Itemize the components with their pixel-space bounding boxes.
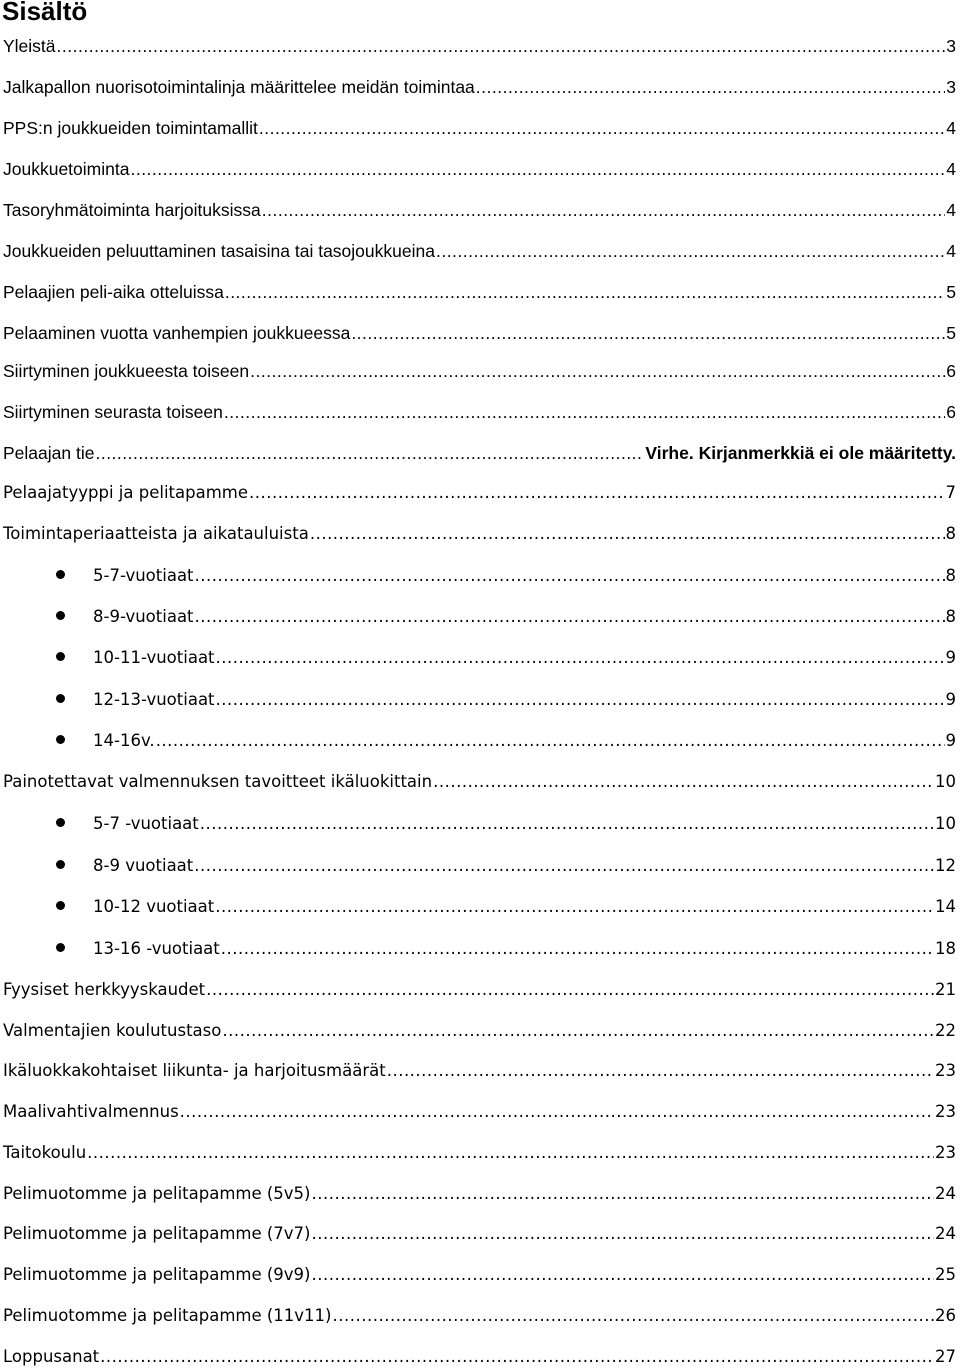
bullet-icon — [56, 694, 65, 703]
dot-leader — [476, 72, 945, 102]
dot-leader — [195, 561, 945, 591]
dot-leader — [351, 318, 945, 348]
toc-entry-title: 5-7-vuotiaat — [93, 566, 194, 585]
toc-entry[interactable] — [56, 561, 956, 591]
toc-entry[interactable] — [3, 519, 956, 549]
dot-leader — [262, 195, 946, 225]
dot-leader — [225, 277, 945, 307]
toc-entry-title: Siirtyminen seurasta toiseen — [3, 402, 223, 422]
bullet-icon — [56, 735, 65, 744]
bullet-icon — [56, 943, 65, 952]
toc-entry-page: 10 — [935, 772, 956, 791]
toc-entry-page: 4 — [946, 241, 956, 261]
toc-entry-title: Pelimuotomme ja pelitapamme (5v5) — [3, 1184, 311, 1203]
toc-entry-title: Painotettavat valmennuksen tavoitteet ikäluokittain — [3, 772, 433, 791]
toc-entry-page: 21 — [935, 980, 956, 999]
toc-entry-title: Taitokoulu — [3, 1143, 87, 1162]
toc-entry[interactable] — [3, 318, 956, 348]
toc-entry-title: Pelaajan tie — [3, 443, 95, 463]
toc-entry-title: Pelimuotomme ja pelitapamme (9v9) — [3, 1265, 311, 1284]
dot-leader — [180, 1097, 934, 1127]
toc-entry-page: 9 — [945, 690, 956, 709]
toc-entry-page: 5 — [946, 282, 956, 302]
dot-leader — [312, 1260, 935, 1290]
toc-entry[interactable] — [56, 726, 956, 756]
toc-entry[interactable] — [3, 1016, 956, 1046]
toc-entry-page: 3 — [946, 77, 956, 97]
dot-leader — [130, 154, 945, 184]
toc-entry-page: 5 — [946, 323, 956, 343]
toc-entry-title: Pelaajien peli-aika otteluissa — [3, 282, 224, 302]
dot-leader — [87, 1138, 934, 1168]
dot-leader — [312, 1179, 935, 1209]
dot-leader — [310, 519, 945, 549]
dot-leader — [206, 975, 934, 1005]
dot-leader — [436, 236, 945, 266]
toc-entry-title: Toimintaperiaatteista ja aikatauluista — [3, 524, 309, 543]
dot-leader — [222, 1016, 934, 1046]
toc-entry-page: 26 — [935, 1306, 956, 1325]
toc-entry-title: 10-11-vuotiaat — [93, 648, 215, 667]
toc-entry-page: 4 — [946, 159, 956, 179]
toc-entry-page: 3 — [946, 36, 956, 56]
bullet-icon — [56, 652, 65, 661]
dot-leader — [224, 397, 945, 427]
toc-entry-title: 12-13-vuotiaat — [93, 690, 215, 709]
toc-entry-title: Fyysiset herkkyyskaudet — [3, 980, 206, 999]
bullet-icon — [56, 611, 65, 620]
toc-entry-page: 23 — [935, 1061, 956, 1080]
toc-entry[interactable] — [3, 154, 956, 184]
toc-entry-page: 23 — [935, 1102, 956, 1121]
toc-entry[interactable] — [56, 851, 956, 881]
dot-leader — [216, 685, 945, 715]
toc-entry-page: 4 — [946, 200, 956, 220]
toc-entry[interactable] — [3, 113, 956, 143]
toc-entry-title: 8-9-vuotiaat — [93, 607, 194, 626]
toc-entry-title: Joukkuetoiminta — [3, 159, 130, 179]
dot-leader — [215, 892, 934, 922]
toc-entry-title: Tasoryhmätoiminta harjoituksissa — [3, 200, 261, 220]
toc-entry-page: 22 — [935, 1021, 956, 1040]
toc-entry[interactable] — [3, 975, 956, 1005]
toc-entry[interactable] — [56, 685, 956, 715]
toc-entry[interactable] — [3, 767, 956, 797]
toc-entry[interactable] — [3, 438, 956, 468]
toc-entry-title: Jalkapallon nuorisotoimintalinja määrittelee meidän toimintaa — [3, 77, 475, 97]
dot-leader — [387, 1056, 934, 1086]
toc-entry[interactable] — [56, 934, 956, 964]
toc-entry-title: 14-16v. — [93, 731, 155, 750]
toc-entry-page: 9 — [945, 648, 956, 667]
dot-leader — [216, 643, 945, 673]
dot-leader — [95, 438, 644, 468]
toc-entry-title: Pelaaminen vuotta vanhempien joukkueessa — [3, 323, 351, 343]
toc-entry-page: 18 — [935, 939, 956, 958]
dot-leader — [312, 1219, 935, 1249]
toc-entry-page: Virhe. Kirjanmerkkiä ei ole määritetty. — [645, 443, 956, 463]
toc-entry-page: 8 — [945, 607, 956, 626]
toc-entry-title: Pelimuotomme ja pelitapamme (11v11) — [3, 1306, 332, 1325]
dot-leader — [249, 478, 945, 508]
toc-entry-title: Joukkueiden peluuttaminen tasaisina tai tasojoukkueina — [3, 241, 435, 261]
toc-entry[interactable] — [3, 1260, 956, 1290]
toc-entry-page: 9 — [945, 731, 956, 750]
toc-entry[interactable] — [56, 643, 956, 673]
toc-entry-page: 27 — [935, 1347, 956, 1366]
dot-leader — [195, 602, 945, 632]
toc-entry-page: 4 — [946, 118, 956, 138]
bullet-icon — [56, 818, 65, 827]
toc-entry-page: 14 — [935, 897, 956, 916]
dot-leader — [200, 809, 934, 839]
toc-entry-page: 23 — [935, 1143, 956, 1162]
toc-entry-title: 10-12 vuotiaat — [93, 897, 215, 916]
toc-entry[interactable] — [3, 356, 956, 386]
toc-entry[interactable] — [56, 892, 956, 922]
toc-entry-title: Pelimuotomme ja pelitapamme (7v7) — [3, 1224, 311, 1243]
toc-entry[interactable] — [3, 397, 956, 427]
toc-entry-title: 13-16 -vuotiaat — [93, 939, 220, 958]
toc-entry[interactable] — [3, 195, 956, 225]
bullet-icon — [56, 570, 65, 579]
dot-leader — [194, 851, 934, 881]
toc-entry-page: 12 — [935, 856, 956, 875]
dot-leader — [433, 767, 934, 797]
toc-entry[interactable] — [3, 277, 956, 307]
toc-entry[interactable] — [3, 1138, 956, 1168]
toc-entry[interactable] — [3, 1301, 956, 1331]
dot-leader — [57, 31, 946, 61]
toc-entry-title: Loppusanat — [3, 1347, 100, 1366]
dot-leader — [156, 726, 945, 756]
toc-entry[interactable] — [56, 809, 956, 839]
dot-leader — [259, 113, 945, 143]
toc-entry-title: PPS:n joukkueiden toimintamallit — [3, 118, 258, 138]
toc-entry[interactable] — [3, 1179, 956, 1209]
dot-leader — [250, 356, 945, 386]
toc-entry[interactable] — [3, 1219, 956, 1249]
toc-entry-title: 5-7 -vuotiaat — [93, 814, 199, 833]
toc-entry-title: Pelaajatyyppi ja pelitapamme — [3, 483, 248, 502]
toc-entry-title: Valmentajien koulutustaso — [3, 1021, 222, 1040]
toc-entry[interactable] — [56, 602, 956, 632]
toc-entry[interactable] — [3, 1097, 956, 1127]
toc-entry-page: 8 — [945, 566, 956, 585]
toc-entry-page: 6 — [946, 402, 956, 422]
toc-entry-page: 10 — [935, 814, 956, 833]
toc-entry-page: 8 — [945, 524, 956, 543]
toc-entry-title: Yleistä — [3, 36, 56, 56]
toc-entry-page: 24 — [935, 1184, 956, 1203]
dot-leader — [333, 1301, 935, 1331]
toc-entry-title: Siirtyminen joukkueesta toiseen — [3, 361, 250, 381]
dot-leader — [221, 934, 934, 964]
toc-entry[interactable] — [3, 478, 956, 508]
toc-entry-page: 24 — [935, 1224, 956, 1243]
toc-entry[interactable] — [3, 72, 956, 102]
toc-entry-page: 25 — [935, 1265, 956, 1284]
page-title: Sisältö — [2, 0, 88, 26]
toc-entry[interactable] — [3, 31, 956, 61]
toc-entry[interactable] — [3, 1056, 956, 1086]
bullet-icon — [56, 901, 65, 910]
toc-entry-title: Maalivahtivalmennus — [3, 1102, 179, 1121]
toc-entry-page: 7 — [945, 483, 956, 502]
bullet-icon — [56, 860, 65, 869]
toc-entry-page: 6 — [946, 361, 956, 381]
toc-entry[interactable] — [3, 236, 956, 266]
toc-entry-title: Ikäluokkakohtaiset liikunta- ja harjoitusmäärät — [3, 1061, 386, 1080]
toc-entry-title: 8-9 vuotiaat — [93, 856, 194, 875]
